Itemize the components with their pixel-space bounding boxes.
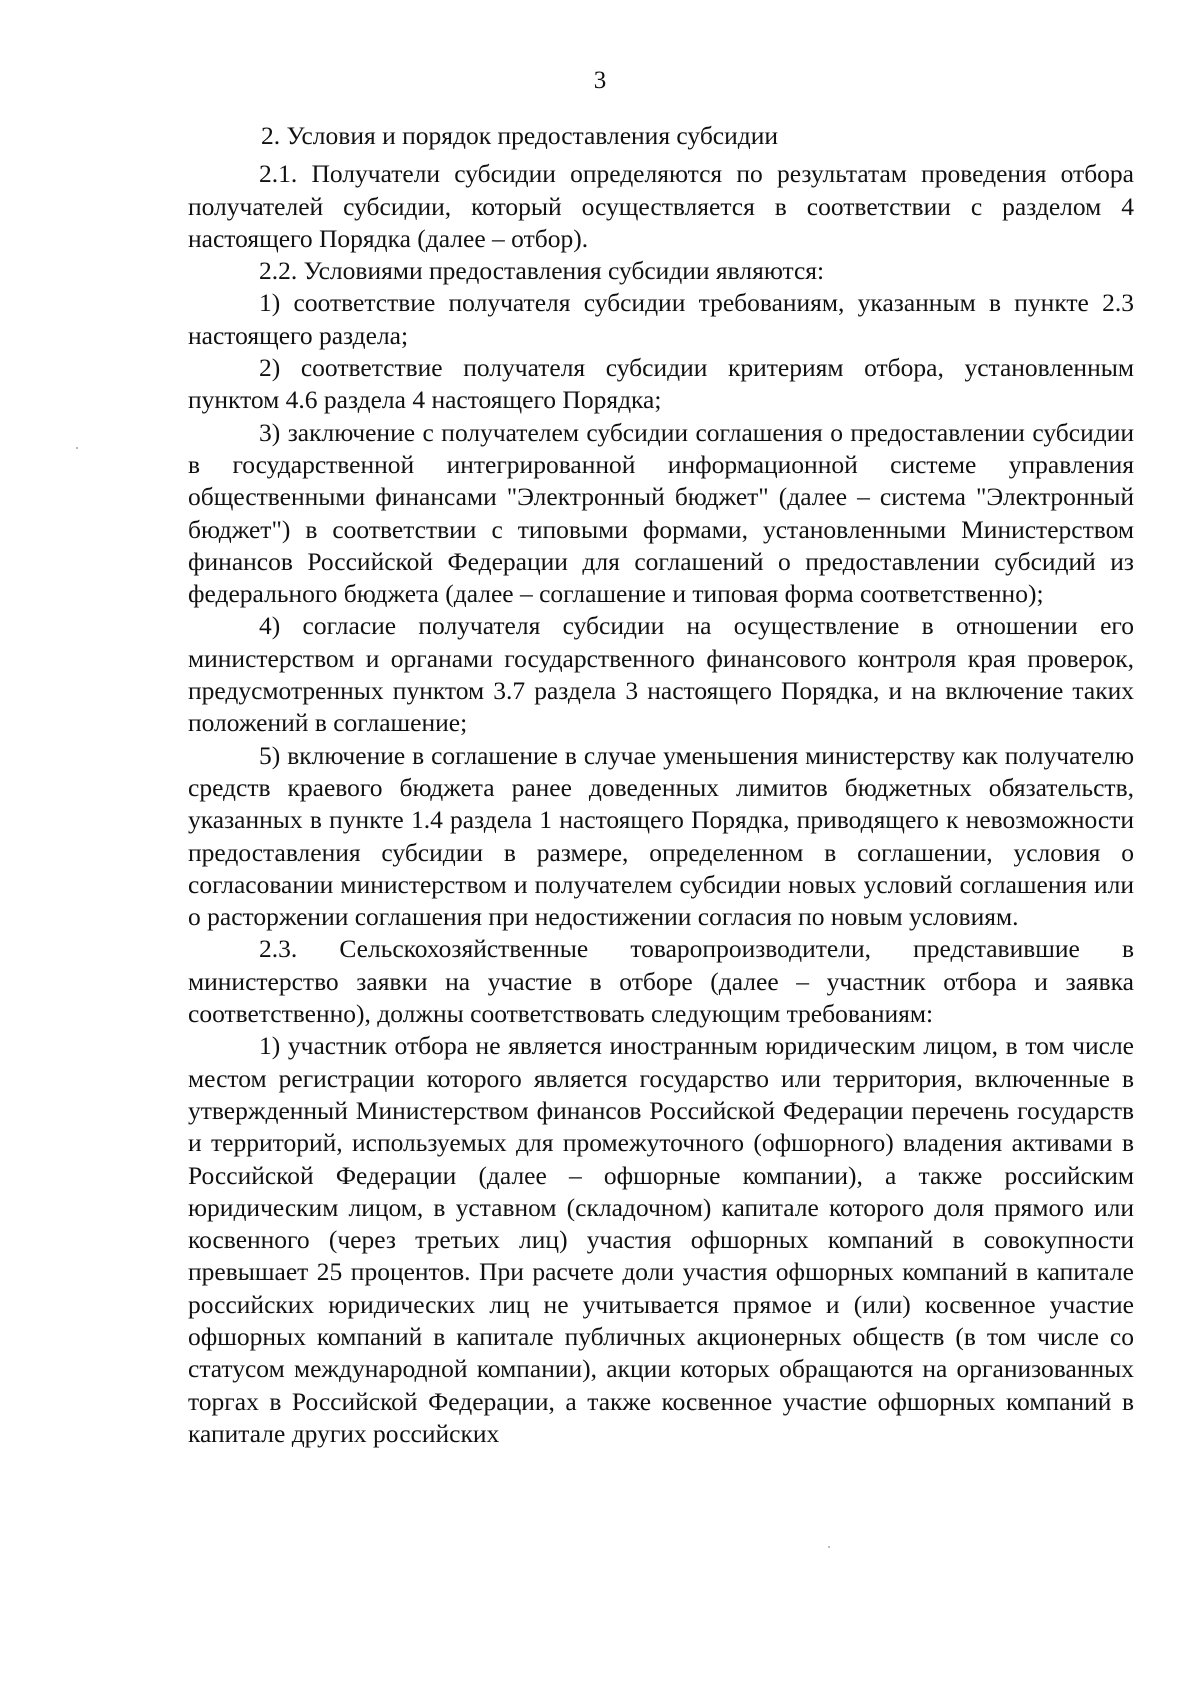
paragraph-2-2-item-3: 3) заключение с получателем субсидии соглашения о предоставлении субсидии в государственной интегрированной информационной системе управления общественными финансами "Электронный бюджет" (далее – система "Электронный бюджет") в соответствии с типовыми формами, установленными Министерством финансов Российской Федерации для соглашений о предоставлении субсидий из федерального бюджета (далее – соглашение и типовая форма соответственно); <box>188 417 1134 609</box>
paragraph-2-2-item-1: 1) соответствие получателя субсидии требованиям, указанным в пункте 2.3 настоящего раздела; <box>188 288 1134 350</box>
paragraph-2-2-item-2: 2) соответствие получателя субсидии критериям отбора, установленным пунктом 4.6 раздела 4 настоящего Порядка; <box>188 353 1134 415</box>
paragraph-2-2-item-4: 4) согласие получателя субсидии на осуществление в отношении его министерством и органами государственного финансового контроля края проверок, предусмотренных пунктом 3.7 раздела 3 настоящего Порядка, и на включение таких положений в соглашение; <box>188 611 1134 738</box>
paragraph-2-1: 2.1. Получатели субсидии определяются по результатам проведения отбора получателей субсидии, который осуществляется в соответствии с разделом 4 настоящего Порядка (далее – отбор). <box>188 159 1134 253</box>
scan-speck <box>828 1546 830 1548</box>
document-body <box>188 120 1134 1450</box>
section-heading: 2. Условия и порядок предоставления субсидии <box>261 121 779 150</box>
page-number: 3 <box>593 67 607 94</box>
paragraph-2-2: 2.2. Условиями предоставления субсидии являются: <box>259 256 825 286</box>
scan-speck <box>76 447 78 449</box>
paragraph-2-3-item-1: 1) участник отбора не является иностранным юридическим лицом, в том числе местом регистрации которого является государство или территория, включенные в утвержденный Министерством финансов Российской Федерации перечень государств и территорий, используемых для промежуточного (офшорного) владения активами в Российской Федерации (далее – офшорные компании), а также российским юридическим лицом, в уставном (складочном) капитале которого доля прямого или косвенного (через третьих лиц) участия офшорных компаний в совокупности превышает 25 процентов. При расчете доли участия офшорных компаний в капитале российских юридических лиц не учитывается прямое и (или) косвенное участие офшорных компаний в капитале публичных акционерных обществ (в том числе со статусом международной компании), акции которых обращаются на организованных торгах в Российской Федерации, а также косвенное участие офшорных компаний в капитале других российских <box>188 1031 1134 1448</box>
paragraph-2-3: 2.3. Сельскохозяйственные товаропроизводители, представившие в министерство заявки на участие в отборе (далее – участник отбора и заявка соответственно), должны соответствовать следующим требованиям: <box>188 934 1134 1029</box>
paragraph-2-2-item-5: 5) включение в соглашение в случае уменьшения министерству как получателю средств краевого бюджета ранее доведенных лимитов бюджетных обязательств, указанных в пункте 1.4 раздела 1 настоящего Порядка, приводящего к невозможности предоставления субсидии в размере, определенном в соглашении, условия о согласовании министерством и получателем субсидии новых условий соглашения или о расторжении соглашения при недостижении согласия по новым условиям. <box>188 740 1134 932</box>
